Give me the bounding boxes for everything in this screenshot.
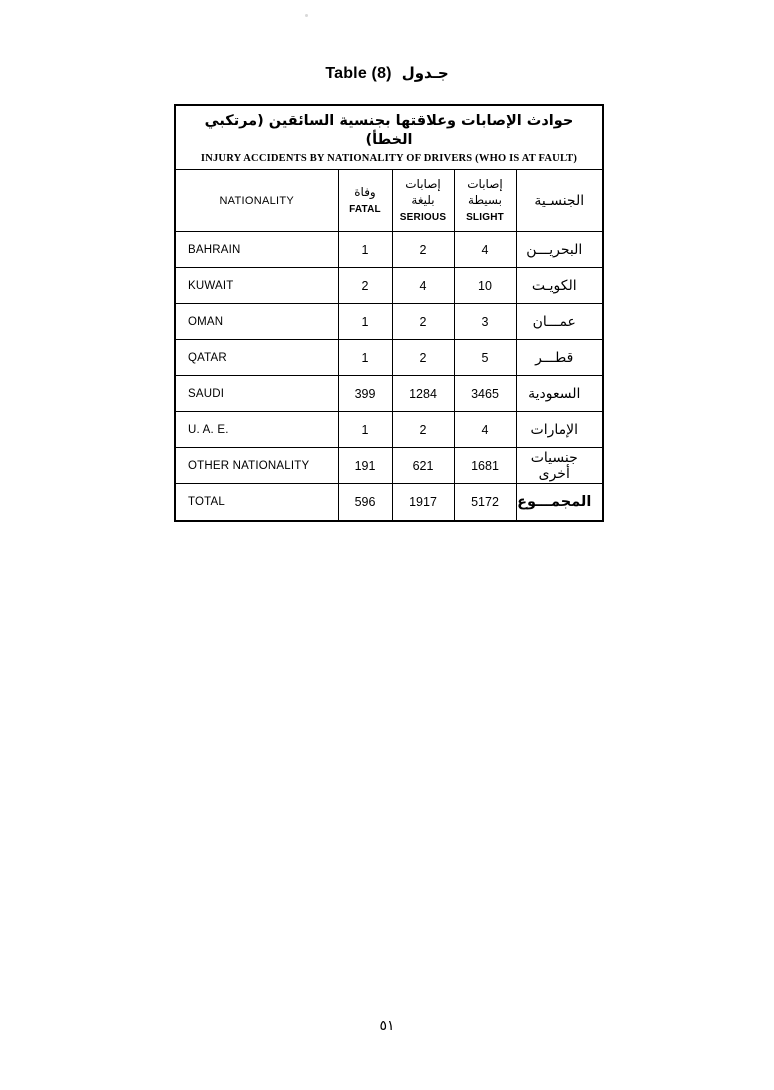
cell-nationality-en: U. A. E. <box>176 412 338 448</box>
cell-nationality-ar: عمـــان <box>516 304 602 340</box>
cell-slight: 3465 <box>454 376 516 412</box>
table-caption-row <box>176 106 602 170</box>
table-row <box>176 232 602 268</box>
cell-fatal: 2 <box>338 268 392 304</box>
table-row <box>176 304 602 340</box>
column-header-slight <box>454 170 516 232</box>
cell-serious: 2 <box>392 232 454 268</box>
cell-nationality-ar: المجمـــوع <box>516 484 602 520</box>
cell-slight: 10 <box>454 268 516 304</box>
injury-accidents-table <box>176 106 602 520</box>
cell-nationality-en: TOTAL <box>176 484 338 520</box>
cell-serious: 4 <box>392 268 454 304</box>
cell-slight: 3 <box>454 304 516 340</box>
cell-nationality-ar: الكويـت <box>516 268 602 304</box>
cell-nationality-ar: قطـــر <box>516 340 602 376</box>
cell-nationality-en: OTHER NATIONALITY <box>176 448 338 484</box>
table-header-row <box>176 170 602 232</box>
scan-speck <box>305 14 308 17</box>
table-caption-cell <box>176 106 602 170</box>
cell-nationality-en: BAHRAIN <box>176 232 338 268</box>
column-header-fatal-en: FATAL <box>349 203 381 215</box>
cell-nationality-en: SAUDI <box>176 376 338 412</box>
table-row <box>176 340 602 376</box>
cell-serious: 621 <box>392 448 454 484</box>
column-header-slight-en: SLIGHT <box>466 211 504 223</box>
cell-serious: 2 <box>392 412 454 448</box>
page-title-en: Table (8) <box>325 65 392 82</box>
table-row <box>176 268 602 304</box>
cell-fatal: 1 <box>338 412 392 448</box>
column-header-slight-ar: إصابات بسيطة <box>467 177 503 207</box>
table-row-total <box>176 484 602 520</box>
column-header-fatal-group <box>339 185 392 216</box>
column-header-fatal <box>338 170 392 232</box>
cell-serious: 2 <box>392 340 454 376</box>
data-table-frame <box>174 104 604 522</box>
cell-fatal: 1 <box>338 232 392 268</box>
cell-fatal: 596 <box>338 484 392 520</box>
column-header-nationality-ar-label: الجنسـية <box>534 192 585 209</box>
cell-nationality-en: QATAR <box>176 340 338 376</box>
column-header-serious-en: SERIOUS <box>399 211 447 223</box>
cell-nationality-en: OMAN <box>176 304 338 340</box>
cell-nationality-ar: الإمارات <box>516 412 602 448</box>
cell-serious: 2 <box>392 304 454 340</box>
cell-fatal: 191 <box>338 448 392 484</box>
cell-slight: 1681 <box>454 448 516 484</box>
column-header-nationality-ar <box>516 170 602 232</box>
page-title <box>0 64 774 83</box>
column-header-nationality-en <box>176 170 338 232</box>
cell-slight: 5172 <box>454 484 516 520</box>
column-header-slight-group <box>455 177 516 223</box>
cell-fatal: 1 <box>338 304 392 340</box>
cell-slight: 4 <box>454 412 516 448</box>
cell-serious: 1917 <box>392 484 454 520</box>
table-row <box>176 412 602 448</box>
column-header-serious-ar: إصابات بليغة <box>405 177 441 207</box>
cell-nationality-ar: جنسيات أخرى <box>516 448 602 484</box>
cell-serious: 1284 <box>392 376 454 412</box>
table-row <box>176 376 602 412</box>
column-header-nationality-en-label: NATIONALITY <box>219 194 295 207</box>
cell-fatal: 399 <box>338 376 392 412</box>
cell-nationality-ar: البحريـــن <box>516 232 602 268</box>
cell-slight: 5 <box>454 340 516 376</box>
table-row <box>176 448 602 484</box>
page-number: ٥١ <box>379 1018 395 1034</box>
column-header-serious <box>392 170 454 232</box>
caption-arabic: حوادث الإصابات وعلاقتها بجنسية السائقين (مرتكبي الخطأ) <box>204 113 574 148</box>
cell-fatal: 1 <box>338 340 392 376</box>
caption-english: INJURY ACCIDENTS BY NATIONALITY OF DRIVERS (WHO IS AT FAULT) <box>200 152 578 164</box>
column-header-fatal-ar: وفاة <box>354 185 376 200</box>
column-header-serious-group <box>393 177 454 223</box>
cell-slight: 4 <box>454 232 516 268</box>
cell-nationality-ar: السعودية <box>516 376 602 412</box>
cell-nationality-en: KUWAIT <box>176 268 338 304</box>
page-title-ar: جـدول <box>401 64 449 82</box>
